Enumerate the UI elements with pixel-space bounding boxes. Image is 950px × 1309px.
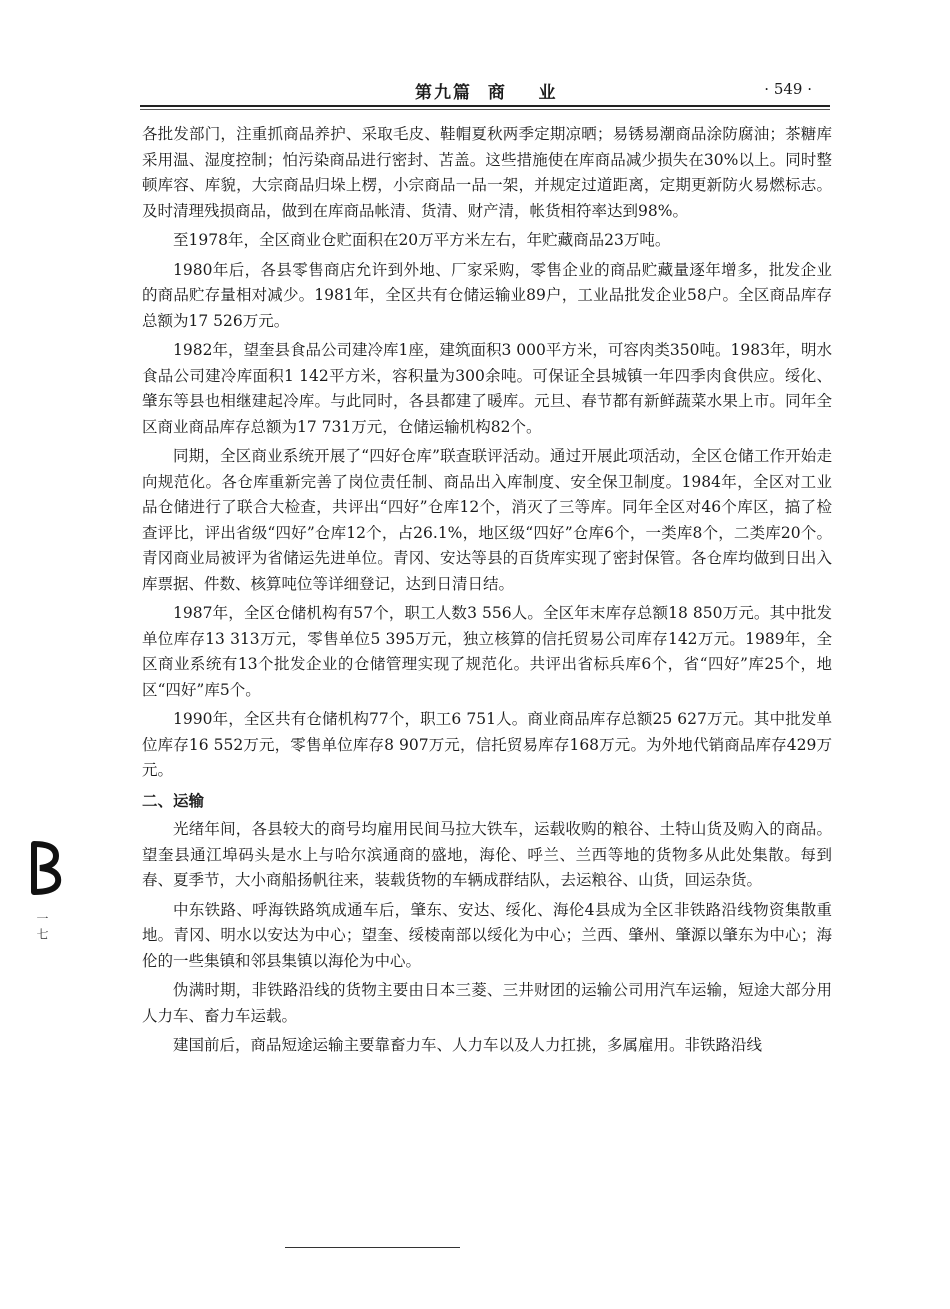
paragraph: 1987年，全区仓储机构有57个，职工人数3 556人。全区年末库存总额18 850万元。其中批发单位库存13 313万元，零售单位5 395万元，独立核算的信托贸易公司库存142万元。1989年，全区商业系统有13个批发企业的仓储管理实现了规范化。共评出省标兵库6个，省“四好”库25个，地区“四好”库5个。 xyxy=(142,604,832,699)
paragraph: 各批发部门，注重抓商品养护、采取毛皮、鞋帽夏秋两季定期凉晒；易锈易潮商品涂防腐油；茶糖库采用温、湿度控制；怕污染商品进行密封、苫盖。这些措施使在库商品减少损失在30%以上。同时整顿库容、库貌，大宗商品归垛上楞，小宗商品一品一架，并规定过道距离，定期更新防火易燃标志。及时清理残损商品，做到在库商品帐清、货清、财产清，帐货相符率达到98%。 xyxy=(142,125,832,220)
footer-rule xyxy=(285,1247,460,1248)
paragraph: 伪满时期，非铁路沿线的货物主要由日本三菱、三井财团的运输公司用汽车运输，短途大部分用人力车、畜力车运载。 xyxy=(142,981,832,1025)
header-rule-thin xyxy=(140,109,830,110)
section-heading: 二、运输 xyxy=(142,790,205,810)
chapter-title: 第九篇 商 业 xyxy=(415,83,558,103)
paragraph: 同期，全区商业系统开展了“四好仓库”联查联评活动。通过开展此项活动，全区仓储工作开始走向规范化。各仓库重新完善了岗位责任制、商品出入库制度、安全保卫制度。1984年，全区对工业品仓储进行了联合大检查，共评出“四好”仓库12个，消灭了三等库。同年全区对46个库区，搞了检查评比，评出省级“四好”仓库12个，占26.1%，地区级“四好”仓库6个，一类库8个，二类库20个。青冈商业局被评为省储运先进单位。青冈、安达等县的百货库实现了密封保管。各仓库均做到日出入库票据、件数、核算吨位等详细登记，达到日清日结。 xyxy=(142,447,832,593)
paragraph: 1990年，全区共有仓储机构77个，职工6 751人。商业商品库存总额25 627万元。其中批发单位库存16 552万元，零售单位库存8 907万元，信托贸易库存168万元。为外地代销商品库存429万元。 xyxy=(142,710,832,779)
page-header xyxy=(140,78,830,106)
page-number: · 549 · xyxy=(764,80,812,98)
paragraph: 至1978年，全区商业仓贮面积在20万平方米左右，年贮藏商品23万吨。 xyxy=(173,231,671,249)
margin-text: 一 七 xyxy=(35,912,49,940)
paragraph: 1982年，望奎县食品公司建冷库1座，建筑面积3 000平方米，可容肉类350吨。1983年，明水食品公司建冷库面积1 142平方米，容积量为300余吨。可保证全县城镇一年四季肉食供应。绥化、肇东等县也相继建起冷库。与此同时，各县都建了暖库。元旦、春节都有新鲜蔬菜水果上市。同年全区商业商品库存总额为17 731万元，仓储运输机构82个。 xyxy=(142,341,832,436)
binding-mark-icon xyxy=(26,838,66,898)
body-text xyxy=(142,122,832,1063)
header-rule xyxy=(140,105,830,107)
paragraph: 光绪年间，各县较大的商号均雇用民间马拉大铁车，运载收购的粮谷、土特山货及购入的商品。望奎县通江埠码头是水上与哈尔滨通商的盛地，海伦、呼兰、兰西等地的货物多从此处集散。每到春、夏季节，大小商船扬帆往来，装载货物的车辆成群结队，去运粮谷、山货，回运杂货。 xyxy=(142,820,832,889)
paragraph: 建国前后，商品短途运输主要靠畜力车、人力车以及人力扛挑，多属雇用。非铁路沿线 xyxy=(173,1036,763,1054)
paragraph: 中东铁路、呼海铁路筑成通车后，肇东、安达、绥化、海伦4县成为全区非铁路沿线物资集散重地。青冈、明水以安达为中心；望奎、绥棱南部以绥化为中心；兰西、肇州、肇源以肇东为中心；海伦的一些集镇和邻县集镇以海伦为中心。 xyxy=(142,900,832,970)
paragraph: 1980年后，各县零售商店允许到外地、厂家采购，零售企业的商品贮藏量逐年增多，批发企业的商品贮存量相对减少。1981年，全区共有仓储运输业89户，工业品批发企业58户。全区商品库存总额为17 526万元。 xyxy=(142,260,832,330)
